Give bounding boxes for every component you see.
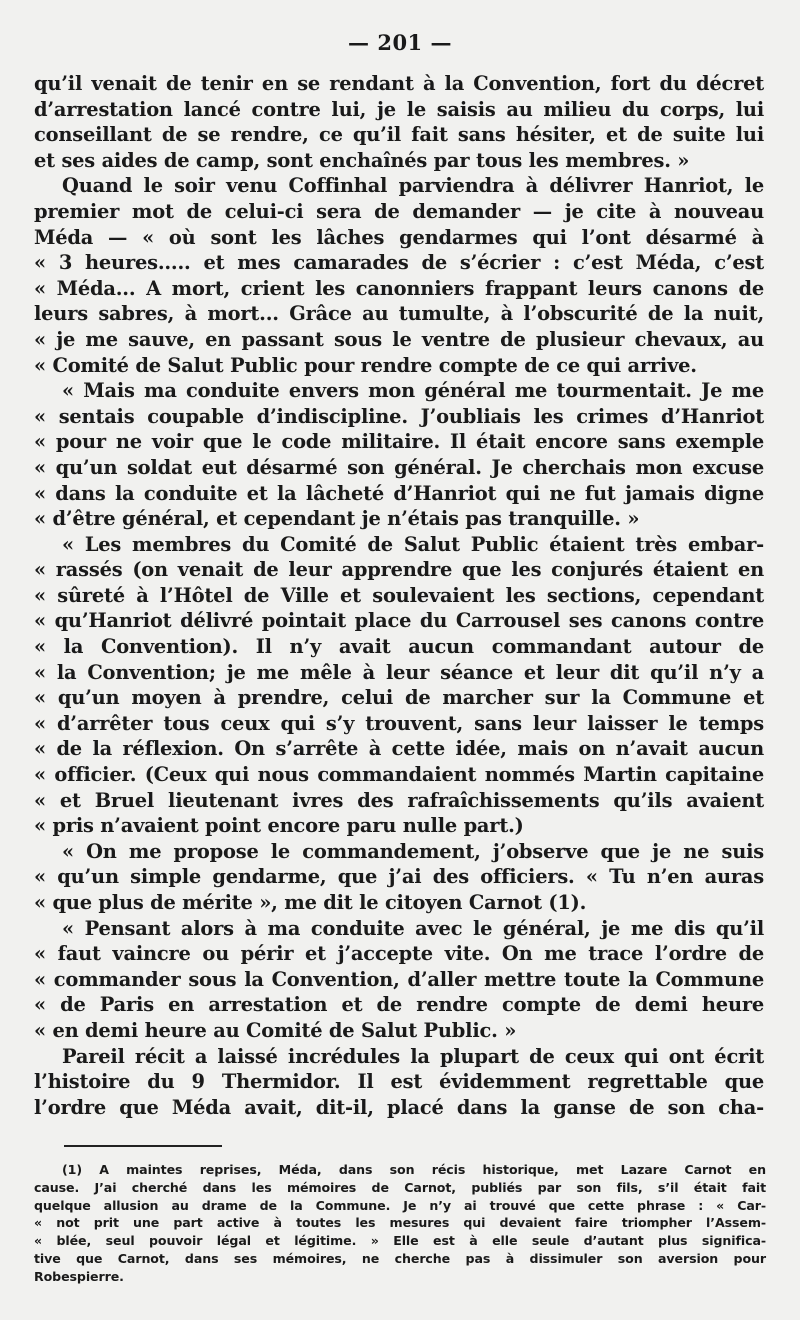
footnote-block — [34, 1161, 766, 1286]
text-line: l’ordre que Méda avait, dit-il, placé dans la ganse de son cha- — [34, 1095, 764, 1119]
text-line: l’histoire du 9 Thermidor. Il est évidemment regrettable que — [34, 1070, 764, 1094]
text-line: « dans la conduite et la lâcheté d’Hanriot qui ne fut jamais digne — [34, 481, 764, 505]
text-line: « officier. (Ceux qui nous commandaient nommés Martin capitaine — [34, 763, 764, 787]
text-line: premier mot de celui-ci sera de demander — je cite à nouveau — [34, 199, 764, 223]
text-line: « que plus de mérite », me dit le citoyen Carnot (1). — [34, 891, 587, 914]
text-line: « Mais ma conduite envers mon général me tourmentait. Je me — [62, 379, 764, 403]
text-line: « pour ne voir que le code militaire. Il était encore sans exemple — [34, 430, 764, 454]
text-line: Pareil récit a laissé incrédules la plupart de ceux qui ont écrit — [62, 1044, 764, 1068]
text-line: « rassés (on venait de leur apprendre que les conjurés étaient en — [34, 558, 764, 582]
text-line: « qu’un moyen à prendre, celui de marcher sur la Commune et — [34, 686, 764, 710]
footnote-line: (1) A maintes reprises, Méda, dans son récis historique, met Lazare Carnot en — [62, 1162, 766, 1177]
text-line: « Comité de Salut Public pour rendre compte de ce qui arrive. — [34, 353, 697, 377]
body-text — [34, 71, 764, 1120]
text-line: « 3 heures..... et mes camarades de s’écrier : c’est Méda, c’est — [34, 251, 764, 275]
text-line: « de la réflexion. On s’arrête à cette idée, mais on n’avait aucun — [34, 737, 764, 761]
text-line: « et Bruel lieutenant ivres des rafraîchissements qu’ils avaient — [34, 788, 764, 812]
text-line: « qu’un soldat eut désarmé son général. Je cherchais mon excuse — [34, 455, 764, 479]
text-line: « sentais coupable d’indiscipline. J’oubliais les crimes d’Hanriot — [34, 404, 764, 428]
footnote-separator — [64, 1145, 222, 1147]
text-line: et ses aides de camp, sont enchaînés par tous les membres. » — [34, 148, 690, 172]
text-line: Quand le soir venu Coffinhal parviendra à délivrer Hanriot, le — [62, 174, 764, 198]
text-line: « Les membres du Comité de Salut Public étaient très embar- — [62, 532, 764, 556]
text-line: « commander sous la Convention, d’aller mettre toute la Commune — [34, 967, 764, 991]
text-line: « Méda... A mort, crient les canonniers frappant leurs canons de — [34, 276, 764, 300]
text-line: « de Paris en arrestation et de rendre compte de demi heure — [34, 993, 764, 1017]
text-line: d’arrestation lancé contre lui, je le saisis au milieu du corps, lui — [34, 97, 764, 121]
text-line: « sûreté à l’Hôtel de Ville et soulevaient les sections, cependant — [34, 583, 764, 607]
text-line: « qu’Hanriot délivré pointait place du Carrousel ses canons contre — [34, 609, 764, 633]
page-number: — 201 — — [348, 30, 452, 55]
text-line: « On me propose le commandement, j’observe que je ne suis — [62, 839, 764, 863]
text-line: « je me sauve, en passant sous le ventre de plusieur chevaux, au — [34, 327, 764, 351]
text-line: « d’arrêter tous ceux qui s’y trouvent, sans leur laisser le temps — [34, 711, 764, 735]
footnote-line: cause. J’ai cherché dans les mémoires de Carnot, publiés par son fils, s’il était fait — [34, 1179, 766, 1195]
text-line: « en demi heure au Comité de Salut Public. » — [34, 1018, 517, 1042]
text-line: « la Convention). Il n’y avait aucun commandant autour de — [34, 635, 764, 659]
text-line: qu’il venait de tenir en se rendant à la Convention, fort du décret — [34, 72, 764, 95]
text-line: leurs sabres, à mort... Grâce au tumulte, à l’obscurité de la nuit, — [34, 302, 764, 326]
text-line: « Pensant alors à ma conduite avec le général, je me dis qu’il — [62, 916, 764, 940]
footnote-line: Robespierre. — [34, 1268, 124, 1284]
text-line: « la Convention; je me mêle à leur séance et leur dit qu’il n’y a — [34, 660, 764, 684]
text-line: « pris n’avaient point encore paru nulle part.) — [34, 814, 524, 838]
text-line: « qu’un simple gendarme, que j’ai des officiers. « Tu n’en auras — [34, 865, 764, 889]
footnote-line: tive que Carnot, dans ses mémoires, ne cherche pas à dissimuler son aversion pour — [34, 1250, 766, 1266]
text-line: « faut vaincre ou périr et j’accepte vite. On me trace l’ordre de — [34, 942, 764, 966]
footnote-line: quelque allusion au drame de la Commune. Je n’y ai trouvé que cette phrase : « Car- — [34, 1197, 766, 1213]
footnote-line: « blée, seul pouvoir légal et légitime. » Elle est à elle seule d’autant plus significa- — [34, 1233, 766, 1249]
footnote-line: « not prit une part active à toutes les mesures qui devaient faire triompher l’Assem- — [34, 1215, 766, 1231]
text-line: « d’être général, et cependant je n’étais pas tranquille. » — [34, 507, 640, 531]
text-line: Méda — « où sont les lâches gendarmes qui l’ont désarmé à — [34, 225, 764, 249]
text-line: conseillant de se rendre, ce qu’il fait sans hésiter, et de suite lui — [34, 123, 764, 147]
